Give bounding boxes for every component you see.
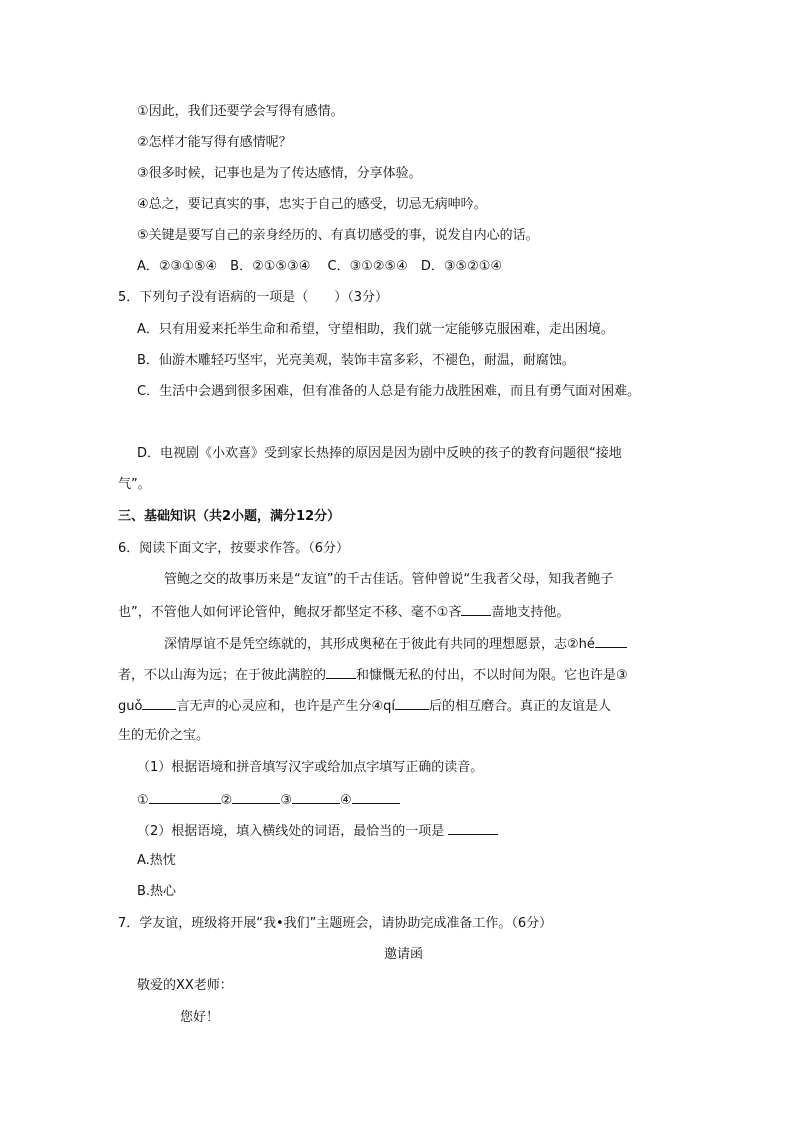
answer-label: ② [220, 793, 233, 808]
sentence-2: ②怎样才能写得有感情呢？ [137, 135, 292, 150]
invitation-greeting: 您好！ [180, 1010, 220, 1025]
q6-stem: 6．阅读下面文字，按要求作答。（6分） [118, 541, 350, 556]
answer-blank-1[interactable] [149, 789, 221, 804]
q6-sub2-text: （2）根据语境，填入横线处的词语，最恰当的一项是 [137, 824, 445, 839]
sentence-1: ①因此，我们还要学会写得有感情。 [137, 104, 344, 119]
q5-option-d-line2: 气”。 [118, 477, 151, 492]
q6-passage-line5 [118, 695, 611, 717]
passage-text: 啬地支持他。 [491, 605, 570, 620]
q4-options: A．②③①⑤④ B．②①⑤③④ C．③①②⑤④ D．③⑤②①④ [137, 259, 503, 274]
q6-option-a: A.热忱 [137, 853, 176, 868]
sentence-5: ⑤关键是要写自己的亲身经历的、有真切感受的事，说发自内心的话。 [137, 228, 539, 243]
answer-blank-5[interactable] [448, 820, 498, 835]
q6-passage-line1: 管鲍之交的故事历来是“友谊”的千古佳话。管仲曾说“生我者父母，知我者鲍子 [164, 572, 614, 587]
fill-blank-3[interactable] [142, 695, 176, 710]
fill-blank-4[interactable] [395, 695, 429, 710]
q6-passage-line4 [118, 664, 628, 686]
q6-sub1-answers [137, 789, 400, 811]
q6-sub2 [137, 820, 498, 842]
q6-option-b: B.热心 [137, 884, 177, 899]
passage-text: guǒ [118, 699, 143, 714]
q6-passage-line3 [164, 633, 627, 655]
q6-passage-line6: 生的无价之宝。 [118, 728, 210, 743]
sentence-4: ④总之，要记真实的事，忠实于自己的感受，切忌无病呻吟。 [137, 197, 487, 212]
sentence-3: ③很多时候，记事也是为了传达感情，分享体验。 [137, 166, 422, 181]
invitation-title: 邀请函 [384, 947, 424, 962]
fill-blank-2[interactable] [595, 633, 627, 648]
q6-sub1: （1）根据语境和拼音填写汉字或给加点字填写正确的读音。 [137, 760, 484, 775]
fill-blank-word[interactable] [326, 664, 356, 679]
q5-stem: 5．下列句子没有语病的一项是（ ）（3分） [118, 290, 389, 305]
answer-blank-3[interactable] [292, 789, 340, 804]
answer-blank-2[interactable] [232, 789, 280, 804]
q5-option-a: A．只有用爱来托举生命和希望，守望相助，我们就一定能够克服困难，走出困境。 [137, 322, 614, 337]
answer-label: ③ [280, 793, 292, 808]
q6-passage-line2 [118, 601, 569, 623]
answer-label: ④ [339, 793, 352, 808]
fill-blank-1[interactable] [461, 601, 491, 616]
q7-stem: 7．学友谊，班级将开展“我•我们”主题班会，请协助完成准备工作。（6分） [118, 916, 553, 931]
passage-text: 深情厚谊不是凭空练就的，其形成奥秘在于彼此有共同的理想愿景，志②hé [164, 637, 595, 652]
answer-label: ① [137, 793, 149, 808]
passage-text: 者，不以山海为远；在于彼此满腔的 [118, 668, 327, 683]
q5-option-b: B．仙游木雕轻巧坚牢，光亮美观，装饰丰富多彩，不褪色，耐温，耐腐蚀。 [137, 353, 575, 368]
passage-text: 后的相互磨合。真正的友谊是人 [428, 699, 611, 714]
answer-blank-4[interactable] [352, 789, 400, 804]
q5-option-c: C．生活中会遇到很多困难，但有准备的人总是有能力战胜困难，而且有勇气面对困难。 [137, 384, 641, 399]
passage-text: 也”，不管他人如何评论管仲，鲍叔牙都坚定不移、毫不①吝 [118, 605, 462, 620]
invitation-salutation: 敬爱的XX老师： [137, 978, 233, 993]
passage-text: 和慷慨无私的付出，不以时间为限。它也许是③ [356, 668, 628, 683]
passage-text: 言无声的心灵应和，也许是产生分④qí [176, 699, 395, 714]
section-heading: 三、基础知识（共2小题，满分12分） [118, 509, 341, 524]
q5-option-d-line1: D．电视剧《小欢喜》受到家长热捧的原因是因为剧中反映的孩子的教育问题很“接地 [137, 446, 622, 461]
